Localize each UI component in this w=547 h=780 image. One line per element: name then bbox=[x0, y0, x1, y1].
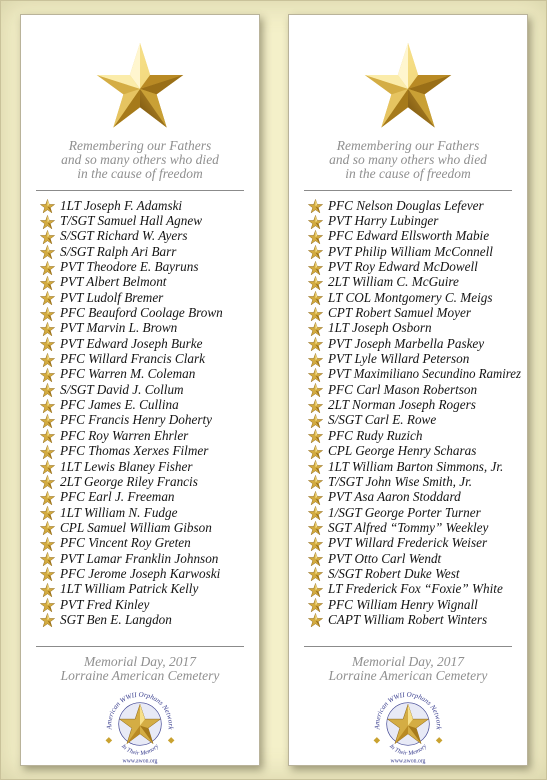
small-gold-star-icon bbox=[308, 199, 323, 212]
small-gold-star-icon bbox=[40, 337, 55, 350]
small-gold-star-icon bbox=[40, 414, 55, 427]
seal-tagline: In Their Memory bbox=[387, 743, 429, 757]
small-gold-star-icon bbox=[40, 445, 55, 458]
soldier-name: S/SGT Carl E. Rowe bbox=[328, 412, 437, 428]
soldier-name: PVT Lamar Franklin Johnson bbox=[60, 550, 219, 566]
memorial-heading bbox=[289, 139, 527, 181]
soldier-name: 2LT George Riley Francis bbox=[60, 473, 198, 489]
awon-seal-logo bbox=[99, 683, 181, 765]
soldier-name: PFC Warren M. Coleman bbox=[60, 366, 196, 382]
soldier-name: CPL George Henry Scharas bbox=[328, 443, 477, 459]
small-gold-star-icon bbox=[308, 537, 323, 550]
name-list-item bbox=[40, 490, 253, 505]
name-list-item bbox=[308, 444, 521, 459]
name-list-item bbox=[40, 229, 253, 244]
small-gold-star-icon bbox=[40, 399, 55, 412]
name-list-item bbox=[308, 536, 521, 551]
name-list-item bbox=[308, 382, 521, 397]
soldier-name: PFC Thomas Xerxes Filmer bbox=[60, 443, 209, 459]
names-list-left bbox=[40, 198, 253, 628]
soldier-name: PVT Asa Aaron Stoddard bbox=[328, 489, 461, 505]
soldier-name: 1LT William N. Fudge bbox=[60, 504, 178, 520]
name-list-item bbox=[40, 520, 253, 535]
name-list-item bbox=[40, 382, 253, 397]
small-gold-star-icon bbox=[308, 429, 323, 442]
name-list-item bbox=[308, 275, 521, 290]
soldier-name: PVT Marvin L. Brown bbox=[60, 320, 178, 336]
name-list-item bbox=[308, 551, 521, 566]
soldier-name: S/SGT Ralph Ari Barr bbox=[60, 243, 177, 259]
footer-line-2: Lorraine American Cemetery bbox=[60, 668, 220, 683]
soldier-name: PFC Vincent Roy Greten bbox=[60, 535, 191, 551]
gold-star-icon bbox=[94, 41, 186, 133]
name-list-item bbox=[308, 336, 521, 351]
name-list-item bbox=[40, 582, 253, 597]
heading-line-3: in the cause of freedom bbox=[345, 166, 471, 181]
name-list-item bbox=[308, 397, 521, 412]
soldier-name: PVT Lyle Willard Peterson bbox=[328, 351, 470, 367]
awon-seal-logo bbox=[367, 683, 449, 765]
names-list-right bbox=[308, 198, 521, 628]
soldier-name: PVT Harry Lubinger bbox=[328, 213, 439, 229]
soldier-name: S/SGT Robert Duke West bbox=[328, 565, 460, 581]
soldier-name: S/SGT David J. Collum bbox=[60, 381, 184, 397]
small-gold-star-icon bbox=[308, 460, 323, 473]
soldier-name: 1LT William Patrick Kelly bbox=[60, 581, 199, 597]
small-gold-star-icon bbox=[308, 276, 323, 289]
small-gold-star-icon bbox=[308, 368, 323, 381]
small-gold-star-icon bbox=[308, 215, 323, 228]
small-gold-star-icon bbox=[40, 613, 55, 626]
name-list-item bbox=[308, 198, 521, 213]
soldier-name: T/SGT John Wise Smith, Jr. bbox=[328, 473, 473, 489]
soldier-name: LT COL Montgomery C. Meigs bbox=[328, 289, 493, 305]
name-list-item bbox=[40, 566, 253, 581]
seal-arc-text: American WWII Orphans Network bbox=[373, 690, 443, 730]
small-gold-star-icon bbox=[40, 567, 55, 580]
name-list-item bbox=[40, 351, 253, 366]
soldier-name: PFC James E. Cullina bbox=[60, 397, 179, 413]
small-gold-star-icon bbox=[40, 506, 55, 519]
soldier-name: PVT Ludolf Bremer bbox=[60, 289, 164, 305]
name-list-item bbox=[40, 259, 253, 274]
small-gold-star-icon bbox=[40, 460, 55, 473]
name-list-item bbox=[308, 612, 521, 627]
soldier-name: PVT Joseph Marbella Paskey bbox=[328, 335, 485, 351]
name-list-item bbox=[40, 413, 253, 428]
soldier-name: 2LT William C. McGuire bbox=[328, 274, 459, 290]
small-gold-star-icon bbox=[40, 583, 55, 596]
soldier-name: 1LT Joseph Osborn bbox=[328, 320, 432, 336]
name-list-item bbox=[308, 459, 521, 474]
small-gold-star-icon bbox=[308, 245, 323, 258]
small-gold-star-icon bbox=[308, 337, 323, 350]
small-gold-star-icon bbox=[40, 383, 55, 396]
soldier-name: PFC Edward Ellsworth Mabie bbox=[328, 228, 490, 244]
soldier-name: PFC Beauford Coolage Brown bbox=[60, 305, 223, 321]
soldier-name: PVT Willard Frederick Weiser bbox=[328, 535, 488, 551]
soldier-name: PVT Edward Joseph Burke bbox=[60, 335, 203, 351]
small-gold-star-icon bbox=[308, 567, 323, 580]
memorial-footer bbox=[289, 655, 527, 683]
heading-line-2: and so many others who died bbox=[329, 152, 487, 167]
small-gold-star-icon bbox=[40, 475, 55, 488]
small-gold-star-icon bbox=[308, 307, 323, 320]
soldier-name: T/SGT Samuel Hall Agnew bbox=[60, 213, 203, 229]
small-gold-star-icon bbox=[308, 322, 323, 335]
soldier-name: PVT Maximiliano Secundino Ramirez bbox=[328, 366, 521, 382]
name-list-item bbox=[308, 413, 521, 428]
small-gold-star-icon bbox=[308, 491, 323, 504]
soldier-name: PFC Rudy Ruzich bbox=[328, 427, 423, 443]
soldier-name: 2LT Norman Joseph Rogers bbox=[328, 397, 476, 413]
memorial-heading bbox=[21, 139, 259, 181]
soldier-name: CPT Robert Samuel Moyer bbox=[328, 305, 471, 321]
name-list-item bbox=[40, 290, 253, 305]
name-list-item bbox=[40, 444, 253, 459]
name-list-item bbox=[40, 612, 253, 627]
seal-arc-text: American WWII Orphans Network bbox=[105, 690, 175, 730]
name-list-item bbox=[308, 582, 521, 597]
soldier-name: PFC Nelson Douglas Lefever bbox=[328, 197, 484, 213]
name-list-item bbox=[308, 351, 521, 366]
soldier-name: PFC William Henry Wignall bbox=[328, 596, 478, 612]
name-list-item bbox=[40, 505, 253, 520]
small-gold-star-icon bbox=[40, 276, 55, 289]
heading-line-3: in the cause of freedom bbox=[77, 166, 203, 181]
name-list-item bbox=[40, 474, 253, 489]
bookmark-card-left bbox=[20, 14, 260, 766]
gold-star-icon bbox=[362, 41, 454, 133]
small-gold-star-icon bbox=[40, 491, 55, 504]
name-list-item bbox=[308, 305, 521, 320]
small-gold-star-icon bbox=[40, 552, 55, 565]
small-gold-star-icon bbox=[40, 537, 55, 550]
name-list-item bbox=[40, 213, 253, 228]
soldier-name: PFC Willard Francis Clark bbox=[60, 351, 205, 367]
small-gold-star-icon bbox=[308, 353, 323, 366]
divider-top bbox=[36, 190, 244, 191]
name-list-item bbox=[40, 536, 253, 551]
seal-url: www.awon.org bbox=[122, 758, 158, 765]
small-gold-star-icon bbox=[308, 445, 323, 458]
small-gold-star-icon bbox=[308, 613, 323, 626]
name-list-item bbox=[40, 198, 253, 213]
name-list-item bbox=[308, 520, 521, 535]
seal-url: www.awon.org bbox=[390, 758, 426, 765]
name-list-item bbox=[308, 244, 521, 259]
divider-bottom bbox=[36, 646, 244, 647]
soldier-name: 1/SGT George Porter Turner bbox=[328, 504, 481, 520]
name-list-item bbox=[308, 321, 521, 336]
small-gold-star-icon bbox=[40, 261, 55, 274]
small-gold-star-icon bbox=[40, 230, 55, 243]
small-gold-star-icon bbox=[40, 429, 55, 442]
heading-line-1: Remembering our Fathers bbox=[336, 138, 480, 153]
name-list-item bbox=[308, 428, 521, 443]
soldier-name: PFC Earl J. Freeman bbox=[60, 489, 175, 505]
name-list-item bbox=[40, 275, 253, 290]
name-list-item bbox=[308, 259, 521, 274]
bookmark-card-right bbox=[288, 14, 528, 766]
name-list-item bbox=[40, 551, 253, 566]
small-gold-star-icon bbox=[40, 307, 55, 320]
soldier-name: CAPT William Robert Winters bbox=[328, 611, 488, 627]
name-list-item bbox=[308, 490, 521, 505]
small-gold-star-icon bbox=[308, 261, 323, 274]
name-list-item bbox=[308, 566, 521, 581]
soldier-name: CPL Samuel William Gibson bbox=[60, 519, 212, 535]
name-list-item bbox=[40, 305, 253, 320]
soldier-name: PVT Roy Edward McDowell bbox=[328, 259, 478, 275]
name-list-item bbox=[40, 459, 253, 474]
soldier-name: PVT Fred Kinley bbox=[60, 596, 150, 612]
small-gold-star-icon bbox=[308, 414, 323, 427]
small-gold-star-icon bbox=[308, 521, 323, 534]
name-list-item bbox=[40, 321, 253, 336]
soldier-name: PVT Philip William McConnell bbox=[328, 243, 493, 259]
small-gold-star-icon bbox=[308, 598, 323, 611]
soldier-name: SGT Alfred “Tommy” Weekley bbox=[328, 519, 489, 535]
soldier-name: SGT Ben E. Langdon bbox=[60, 611, 172, 627]
soldier-name: PVT Albert Belmont bbox=[60, 274, 167, 290]
seal-tagline: In Their Memory bbox=[119, 743, 161, 757]
name-list-item bbox=[308, 474, 521, 489]
small-gold-star-icon bbox=[308, 506, 323, 519]
name-list-item bbox=[308, 597, 521, 612]
soldier-name: PFC Francis Henry Doherty bbox=[60, 412, 212, 428]
name-list-item bbox=[40, 336, 253, 351]
small-gold-star-icon bbox=[308, 552, 323, 565]
memorial-footer bbox=[21, 655, 259, 683]
soldier-name: PVT Otto Carl Wendt bbox=[328, 550, 442, 566]
name-list-item bbox=[308, 505, 521, 520]
footer-line-1: Memorial Day, 2017 bbox=[83, 654, 197, 669]
soldier-name: S/SGT Richard W. Ayers bbox=[60, 228, 188, 244]
small-gold-star-icon bbox=[308, 583, 323, 596]
footer-line-2: Lorraine American Cemetery bbox=[328, 668, 488, 683]
small-gold-star-icon bbox=[40, 353, 55, 366]
small-gold-star-icon bbox=[40, 322, 55, 335]
name-list-item bbox=[40, 397, 253, 412]
divider-top bbox=[304, 190, 512, 191]
name-list-item bbox=[308, 367, 521, 382]
soldier-name: PFC Jerome Joseph Karwoski bbox=[60, 565, 221, 581]
heading-line-1: Remembering our Fathers bbox=[68, 138, 212, 153]
small-gold-star-icon bbox=[40, 245, 55, 258]
divider-bottom bbox=[304, 646, 512, 647]
soldier-name: LT Frederick Fox “Foxie” White bbox=[328, 581, 503, 597]
soldier-name: PVT Theodore E. Bayruns bbox=[60, 259, 199, 275]
name-list-item bbox=[40, 597, 253, 612]
name-list-item bbox=[40, 367, 253, 382]
small-gold-star-icon bbox=[308, 383, 323, 396]
small-gold-star-icon bbox=[308, 475, 323, 488]
soldier-name: 1LT William Barton Simmons, Jr. bbox=[328, 458, 504, 474]
small-gold-star-icon bbox=[308, 230, 323, 243]
name-list-item bbox=[40, 244, 253, 259]
small-gold-star-icon bbox=[40, 598, 55, 611]
small-gold-star-icon bbox=[40, 368, 55, 381]
soldier-name: PFC Carl Mason Robertson bbox=[328, 381, 478, 397]
soldier-name: 1LT Joseph F. Adamski bbox=[60, 197, 183, 213]
name-list-item bbox=[40, 428, 253, 443]
small-gold-star-icon bbox=[40, 215, 55, 228]
footer-line-1: Memorial Day, 2017 bbox=[351, 654, 465, 669]
soldier-name: 1LT Lewis Blaney Fisher bbox=[60, 458, 193, 474]
small-gold-star-icon bbox=[308, 291, 323, 304]
name-list-item bbox=[308, 213, 521, 228]
small-gold-star-icon bbox=[40, 291, 55, 304]
name-list-item bbox=[308, 229, 521, 244]
small-gold-star-icon bbox=[40, 521, 55, 534]
small-gold-star-icon bbox=[308, 399, 323, 412]
name-list-item bbox=[308, 290, 521, 305]
soldier-name: PFC Roy Warren Ehrler bbox=[60, 427, 189, 443]
heading-line-2: and so many others who died bbox=[61, 152, 219, 167]
small-gold-star-icon bbox=[40, 199, 55, 212]
